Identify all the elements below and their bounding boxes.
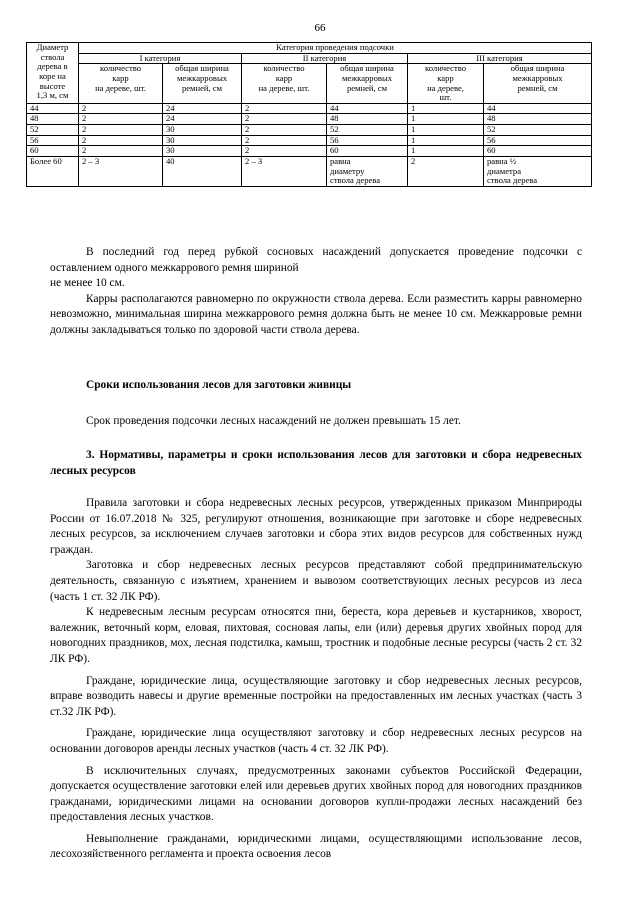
table-row: Более 60 2 – 3 40 2 – 3 равна диаметру ствола дерева 2 равна ½ диаметра ствола дерева [27,156,592,186]
body-text [50,414,582,430]
diameter-column-header: Диаметр ствола дерева в коре на высоте 1,3 м, см [27,43,79,104]
section-heading-block [50,378,582,394]
category-2-header: II категория [242,53,408,64]
paragraph: Карры располагаются равномерно по окружности ствола дерева. Если разместить карры равномерно невозможно, минимальная ширина межкаррового ремня должна быть не менее 10 см. Межкарровые ремни должны закладываться только по здоровой части ствола дерева. [50,292,582,336]
paragraph: не менее 10 см. [50,277,125,290]
paragraph: Граждане, юридические лица, осуществляющие заготовку и сбор недревесных лесных ресурсов, вправе возводить навесы и другие временные постройки на предоставленных им лесных участках (часть 3 ст.32 ЛК РФ). [50,674,582,718]
body-text [50,496,582,863]
count-subheader: количество карр на дереве, шт. [242,64,327,104]
paragraph: В последний год перед рубкой сосновых насаждений допускается проведение подсочки с оставлением одного межкаррового ремня шириной [50,246,582,274]
tapping-category-group-header: Категория проведения подсочки [79,43,592,54]
section-heading-block [50,448,582,479]
paragraph: Граждане, юридические лица осуществляют заготовку и сбор недревесных лесных ресурсов на основании договоров аренды лесных участков (часть 4 ст. 32 ЛК РФ). [50,727,582,755]
category-3-header: III категория [408,53,592,64]
body-text [50,245,582,339]
paragraph: Невыполнение гражданами, юридическими лицами, осуществляющими использование лесов, лесохозяйственного регламента и проекта освоения лесов [50,832,582,861]
page-number: 66 [314,22,326,34]
count-subheader: количество карр на дереве, шт. [79,64,163,104]
table-row: 60 2 30 2 60 1 60 [27,146,592,157]
paragraph: Срок проведения подсочки лесных насаждений не должен превышать 15 лет. [86,415,461,427]
section-heading: 3. Нормативы, параметры и сроки использования лесов для заготовки и сбора недревесных лесных ресурсов [50,449,582,477]
table-row: 48 2 24 2 48 1 48 [27,114,592,125]
table-row: 56 2 30 2 56 1 56 [27,135,592,146]
width-subheader: общая ширина межкарровых ремней, см [484,64,592,104]
category-1-header: I категория [79,53,242,64]
width-subheader: общая ширина межкарровых ремней, см [327,64,408,104]
width-subheader: общая ширина межкарровых ремней, см [163,64,242,104]
count-subheader: количество карр на дереве, шт. [408,64,484,104]
table-row: 44 2 24 2 44 1 44 [27,103,592,114]
paragraph: Заготовка и сбор недревесных лесных ресурсов представляют собой предпринимательскую деятельность, связанную с изъятием, хранением и вывозом соответствующих лесных ресурсов из леса (часть 1 ст. 32 ЛК РФ). [50,559,582,603]
paragraph: К недревесным лесным ресурсам относятся пни, береста, кора деревьев и кустарников, хворост, валежник, веточный корм, еловая, пихтовая, сосновая лапы, ели (или) деревья других хвойных пород для новогодних праздников, мох, лесная подстилка, камыш, тростник и подобные лесные ресурсы (часть 2 ст. 32 ЛК РФ). [50,606,582,665]
table-row: 52 2 30 2 52 1 52 [27,125,592,136]
tapping-norms-table [26,42,592,187]
paragraph: Правила заготовки и сбора недревесных лесных ресурсов, утвержденных приказом Минприроды России от 16.07.2018 № 325, регулируют отношения, возникающие при заготовке и сборе недревесных лесных ресурсов, за исключением случаев заготовки и сбора этих видов ресурсов для собственных нужд граждан. [50,497,582,556]
section-heading: Сроки использования лесов для заготовки живицы [86,379,352,391]
paragraph: В исключительных случаях, предусмотренных законами субъектов Российской Федерации, допускается осуществление заготовки елей или деревьев других хвойных пород для новогодних праздников гражданами, юридическими лицами на основании договоров купли-продажи лесных насаждений без предоставления лесных участков. [50,764,582,824]
